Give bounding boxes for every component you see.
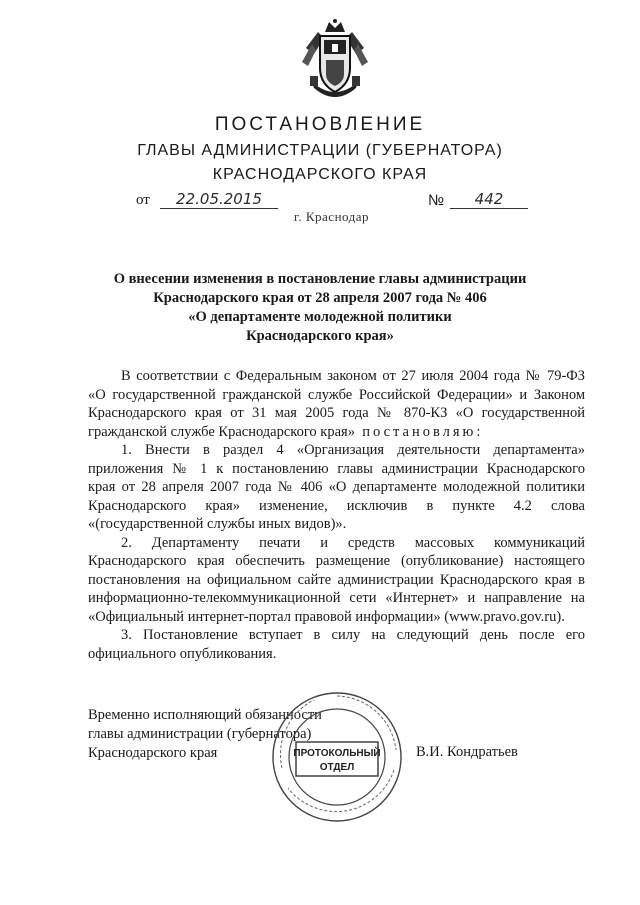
document-type-heading: ПОСТАНОВЛЕНИЕ xyxy=(214,114,426,135)
region-heading: КРАСНОДАРСКОГО КРАЯ xyxy=(212,166,428,183)
body-line xyxy=(88,423,585,442)
body-line: постановления на официальном сайте администрации Краснодарского края в xyxy=(88,571,585,588)
date-value: 22.05.2015 xyxy=(160,190,278,209)
document-body xyxy=(88,367,585,663)
body-line: В соответствии с Федеральным законом от 27 июля 2004 года № 79-ФЗ xyxy=(121,368,585,384)
body-line: 1. Внести в раздел 4 «Организация деятельности департамента» xyxy=(121,442,585,458)
body-line: края от 28 апреля 2007 года № 406 «О департаменте молодежной политики xyxy=(88,479,585,495)
authority-heading: ГЛАВЫ АДМИНИСТРАЦИИ (ГУБЕРНАТОРА) xyxy=(137,142,503,159)
body-line: 2. Департаменту печати и средств массовых коммуникаций xyxy=(121,534,585,551)
signature-line: главы администрации (губернатора) xyxy=(88,726,312,742)
title-line: Краснодарского края» xyxy=(246,328,394,344)
title-line: «О департаменте молодежной политики xyxy=(188,309,452,325)
date-label: от xyxy=(136,192,150,208)
resolution-word: постановляю: xyxy=(362,423,484,440)
number-value: 442 xyxy=(450,190,528,209)
signer-name: В.И. Кондратьев xyxy=(416,744,518,760)
body-line: приложения № 1 к постановлению главы администрации Краснодарского xyxy=(88,460,585,477)
protocol-department-stamp xyxy=(268,688,406,826)
body-line: «(государственной службы иных видов)». xyxy=(88,516,347,532)
city-label: г. Краснодар xyxy=(294,209,370,224)
stamp-text-line1: ПРОТОКОЛЬНЫЙ xyxy=(293,748,381,759)
signature-line: Временно исполняющий обязанности xyxy=(88,707,322,723)
body-line: 3. Постановление вступает в силу на следующий день после его xyxy=(121,627,585,643)
body-line: Краснодарского края от 31 мая 2005 года № 870-КЗ «О государственной xyxy=(88,405,585,421)
body-line: официального опубликования. xyxy=(88,645,277,662)
title-line: Краснодарского края от 28 апреля 2007 года № 406 xyxy=(153,290,487,306)
title-line: О внесении изменения в постановление главы администрации xyxy=(113,271,527,287)
number-label: № xyxy=(428,192,445,209)
body-line: «Официальный интернет-портал правовой информации» (www.pravo.gov.ru). xyxy=(88,608,565,625)
stamp-text-line2: ОТДЕЛ xyxy=(319,762,355,773)
body-line: информационно-телекоммуникационной сети «Интернет» и направление на xyxy=(88,590,585,606)
coat-of-arms-emblem xyxy=(298,18,372,102)
body-line: «О государственной гражданской службе Российской Федерации» и Законом xyxy=(88,386,585,403)
body-line: Краснодарского края обеспечить размещение (опубликование) настоящего xyxy=(88,553,585,569)
body-line: Краснодарского края» изменение, исключив в пункте 4.2 слова xyxy=(88,497,585,514)
document-title xyxy=(90,270,550,346)
signature-line: Краснодарского края xyxy=(88,745,218,761)
body-line-text: гражданской службе Краснодарского края» xyxy=(88,423,355,440)
